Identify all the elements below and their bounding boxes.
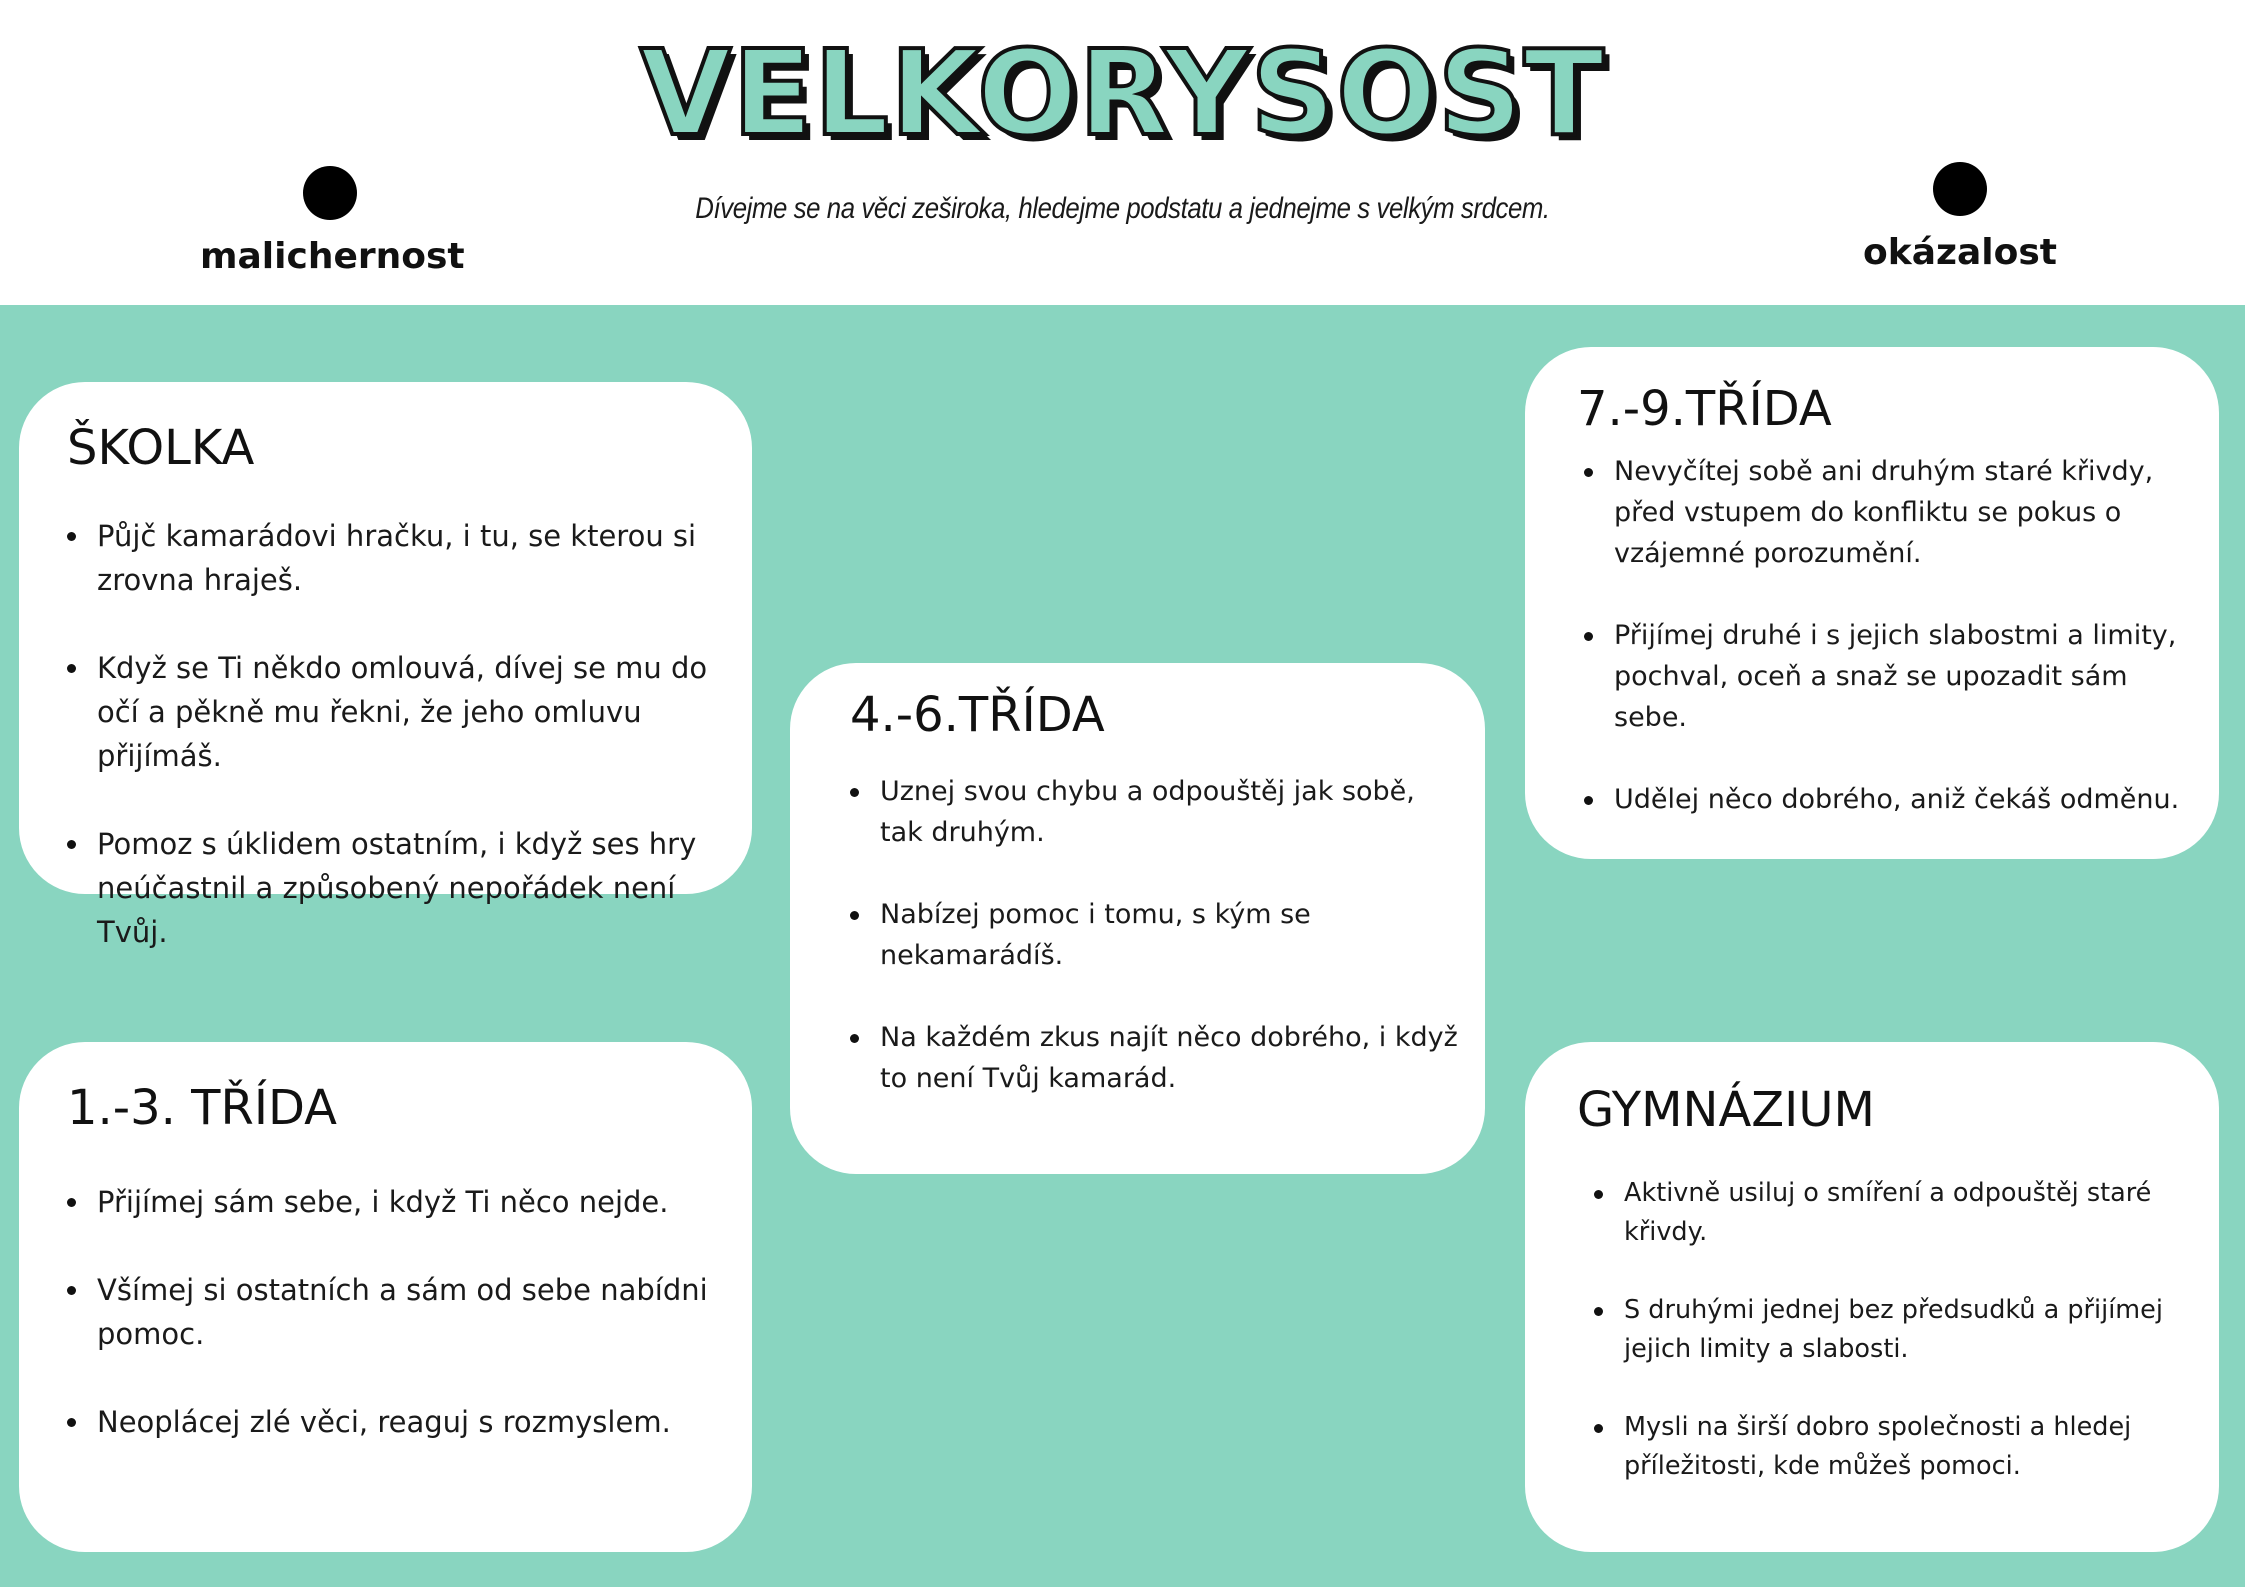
list-item: Na každém zkus najít něco dobrého, i když to není Tvůj kamarád. <box>880 1017 1465 1099</box>
list-item: Pomoz s úklidem ostatním, i když ses hry neúčastnil a způsobený nepořádek není Tvůj. <box>97 822 732 954</box>
list-item: Když se Ti někdo omlouvá, dívej se mu do očí a pěkně mu řekni, že jeho omluvu přijímáš. <box>97 646 732 778</box>
scale-left-pole <box>200 166 465 277</box>
bullet-list <box>1577 451 2199 820</box>
right-pole-label: okázalost <box>1863 232 2057 273</box>
bullet-list <box>850 771 1465 1099</box>
bullet-list <box>1577 1174 2199 1486</box>
card-title: 7.-9.TŘÍDA <box>1577 381 1832 437</box>
card-title: ŠKOLKA <box>67 420 255 476</box>
card-title: 1.-3. TŘÍDA <box>67 1080 337 1136</box>
list-item: Nevyčítej sobě ani druhým staré křivdy, před vstupem do konfliktu se pokus o vzájemné porozumění. <box>1614 451 2199 574</box>
list-item: Půjč kamarádovi hračku, i tu, se kterou si zrovna hraješ. <box>97 514 732 602</box>
list-item: Neoplácej zlé věci, reaguj s rozmyslem. <box>97 1400 732 1444</box>
card-title: GYMNÁZIUM <box>1577 1082 1875 1138</box>
scale-right-pole <box>1830 162 2090 273</box>
list-item: Uznej svou chybu a odpouštěj jak sobě, tak druhým. <box>880 771 1465 853</box>
list-item: Udělej něco dobrého, aniž čekáš odměnu. <box>1614 779 2199 820</box>
left-pole-label: malichernost <box>200 236 465 277</box>
bullet-list <box>67 1180 732 1444</box>
list-item: S druhými jednej bez předsudků a přijímej jejich limity a slabosti. <box>1624 1291 2199 1369</box>
card-trida-7-9 <box>1525 347 2219 859</box>
bullet-list <box>67 514 732 954</box>
list-item: Přijímej druhé i s jejich slabostmi a limity, pochval, oceň a snaž se upozadit sám sebe. <box>1614 615 2199 738</box>
list-item: Aktivně usiluj o smíření a odpouštěj staré křivdy. <box>1624 1174 2199 1252</box>
card-skolka <box>19 382 752 949</box>
card-trida-1-3 <box>19 1042 752 1552</box>
list-item: Mysli na širší dobro společnosti a hledej příležitosti, kde můžeš pomoci. <box>1624 1408 2199 1486</box>
list-item: Přijímej sám sebe, i když Ti něco nejde. <box>97 1180 732 1224</box>
dot-icon <box>1933 162 1987 216</box>
list-item: Všímej si ostatních a sám od sebe nabídni pomoc. <box>97 1268 732 1356</box>
page-subtitle: Dívejme se na věci zeširoka, hledejme podstatu a jednejme s velkým srdcem. <box>695 192 1550 225</box>
card-title: 4.-6.TŘÍDA <box>850 687 1105 743</box>
page-title: VELKORYSOST <box>639 24 1606 162</box>
card-gymnazium <box>1525 1042 2219 1552</box>
card-trida-4-6 <box>790 663 1485 1174</box>
list-item: Nabízej pomoc i tomu, s kým se nekamarádíš. <box>880 894 1465 976</box>
dot-icon <box>303 166 357 220</box>
